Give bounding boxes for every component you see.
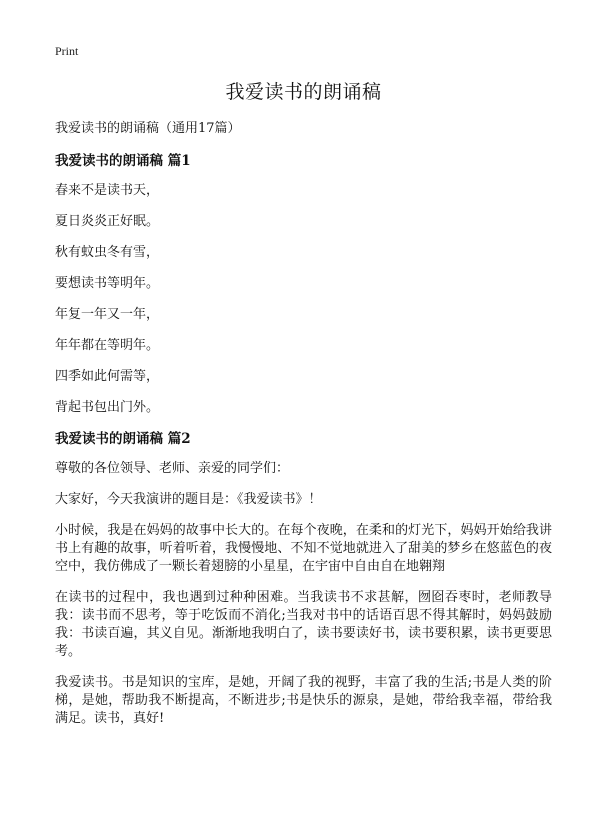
paragraph: 我爱读书。书是知识的宝库，是她，开阔了我的视野，丰富了我的生活;书是人类的阶梯，是她，帮助我不断提高，不断进步;书是快乐的源泉，是她，带给我幸福，带给我满足。读书，真好! bbox=[55, 675, 552, 726]
document-subtitle: 我爱读书的朗诵稿（通用17篇） bbox=[55, 121, 241, 136]
section-2 bbox=[55, 430, 552, 728]
poem-line: 春来不是读书天， bbox=[55, 183, 160, 198]
paragraph: 小时候，我是在妈妈的故事中长大的。在每个夜晚，在柔和的灯光下，妈妈开始给我讲书上有趣的故事，听着听着，我慢慢地、不知不觉地就进入了甜美的梦乡在悠蓝色的夜空中，我仿佛成了一颗长着翅膀的小星星，在宇宙中自由自在地翱翔 bbox=[55, 523, 552, 574]
poem-line: 背起书包出门外。 bbox=[55, 400, 160, 415]
section-heading: 我爱读书的朗诵稿 篇1 bbox=[55, 153, 191, 169]
poem-line: 四季如此何需等， bbox=[55, 369, 160, 384]
paragraph: 大家好，今天我演讲的题目是：《我爱读书》！ bbox=[55, 492, 322, 507]
section-heading: 我爱读书的朗诵稿 篇2 bbox=[55, 431, 191, 447]
poem-line: 年年都在等明年。 bbox=[55, 338, 160, 353]
poem-line: 夏日炎炎正好眠。 bbox=[55, 214, 160, 229]
poem-line: 年复一年又一年， bbox=[55, 307, 160, 322]
paragraph: 尊敬的各位领导、老师、亲爱的同学们： bbox=[55, 461, 290, 476]
poem-line: 秋有蚊虫冬有雪， bbox=[55, 245, 160, 260]
section-1 bbox=[55, 152, 552, 417]
poem-line: 要想读书等明年。 bbox=[55, 276, 160, 291]
page-title: 我爱读书的朗诵稿 bbox=[225, 81, 382, 103]
print-link[interactable]: Print bbox=[55, 44, 79, 58]
paragraph: 在读书的过程中，我也遇到过种种困难。当我读书不求甚解，囫囵吞枣时，老师教导我：读书而不思考，等于吃饭而不消化;当我对书中的话语百思不得其解时，妈妈鼓励我：书读百遍，其义自见。渐渐地我明白了，读书要读好书，读书要积累，读书更要思考。 bbox=[55, 590, 552, 659]
